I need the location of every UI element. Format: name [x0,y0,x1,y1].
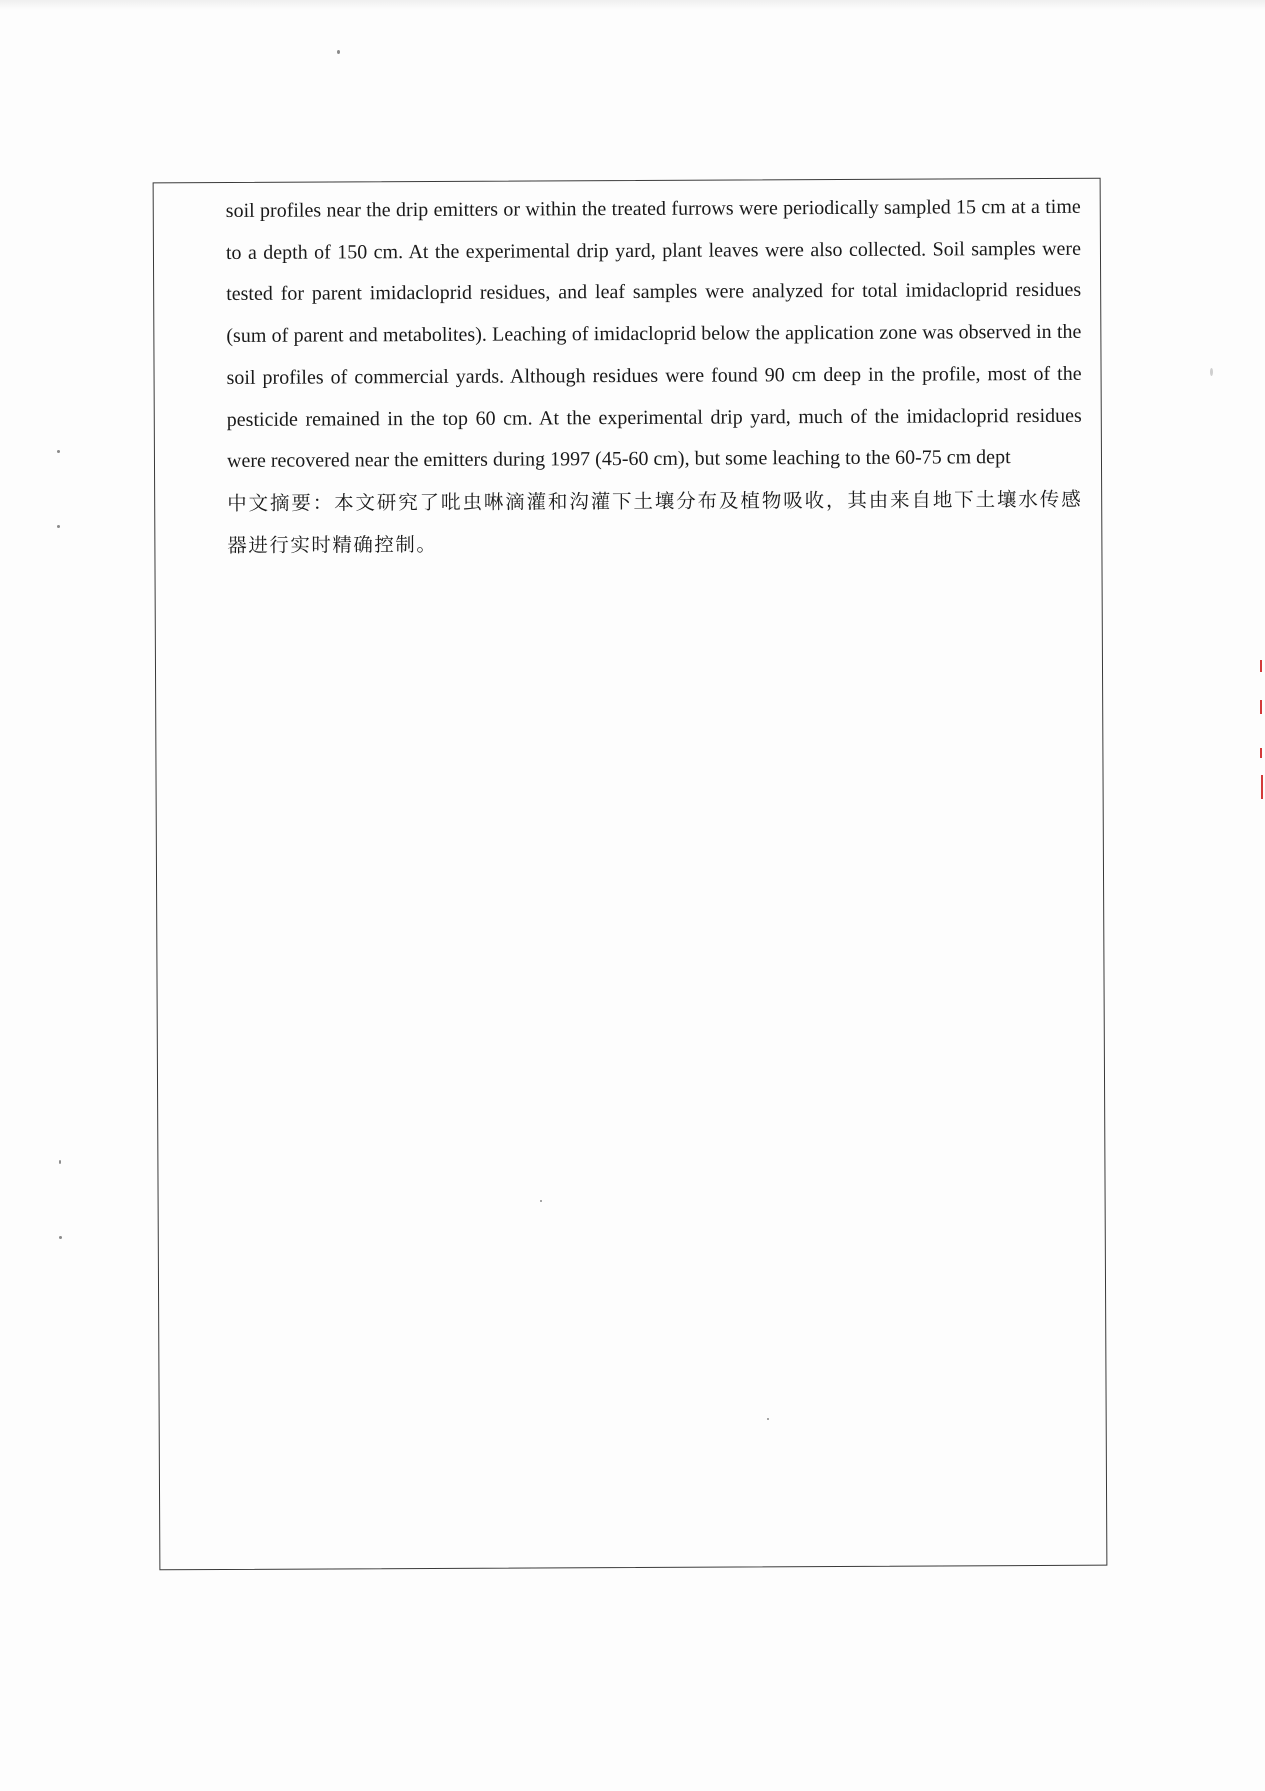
scan-red-mark [1261,775,1263,799]
scan-top-shadow [0,0,1265,10]
scan-speck [1210,368,1213,376]
chinese-abstract: 中文摘要：本文研究了吡虫啉滴灌和沟灌下土壤分布及植物吸收，其由来自地下土壤水传感器进行实时精确控制。 [227,487,1083,557]
scan-red-mark [1260,700,1262,714]
content-frame [153,178,1108,1571]
scan-speck [57,450,60,453]
scan-speck [540,1200,542,1202]
abstract-text-block [226,187,1083,567]
scan-speck [767,1418,769,1420]
scan-speck [337,50,340,54]
scan-speck [57,525,60,528]
scan-red-mark [1260,660,1262,672]
scan-red-mark [1260,748,1262,758]
scan-speck [59,1236,62,1239]
english-abstract: soil profiles near the drip emitters or within the treated furrows were periodically sampled 15 cm at a time to a depth of 150 cm. At the experimental drip yard, plant leaves were also collected. Soil samples were tested for parent imidacloprid residues, and leaf samples were analyzed for total imidacloprid residues (sum of parent and metabolites). Leaching of imidacloprid below the application zone was observed in the soil profiles of commercial yards. Although residues were found 90 cm deep in the profile, most of the pesticide remained in the top 60 cm. At the experimental drip yard, much of the imidacloprid residues were recovered near the emitters during 1997 (45-60 cm), but some leaching to the 60-75 cm dept [225,195,1082,473]
scan-speck [59,1160,61,1164]
